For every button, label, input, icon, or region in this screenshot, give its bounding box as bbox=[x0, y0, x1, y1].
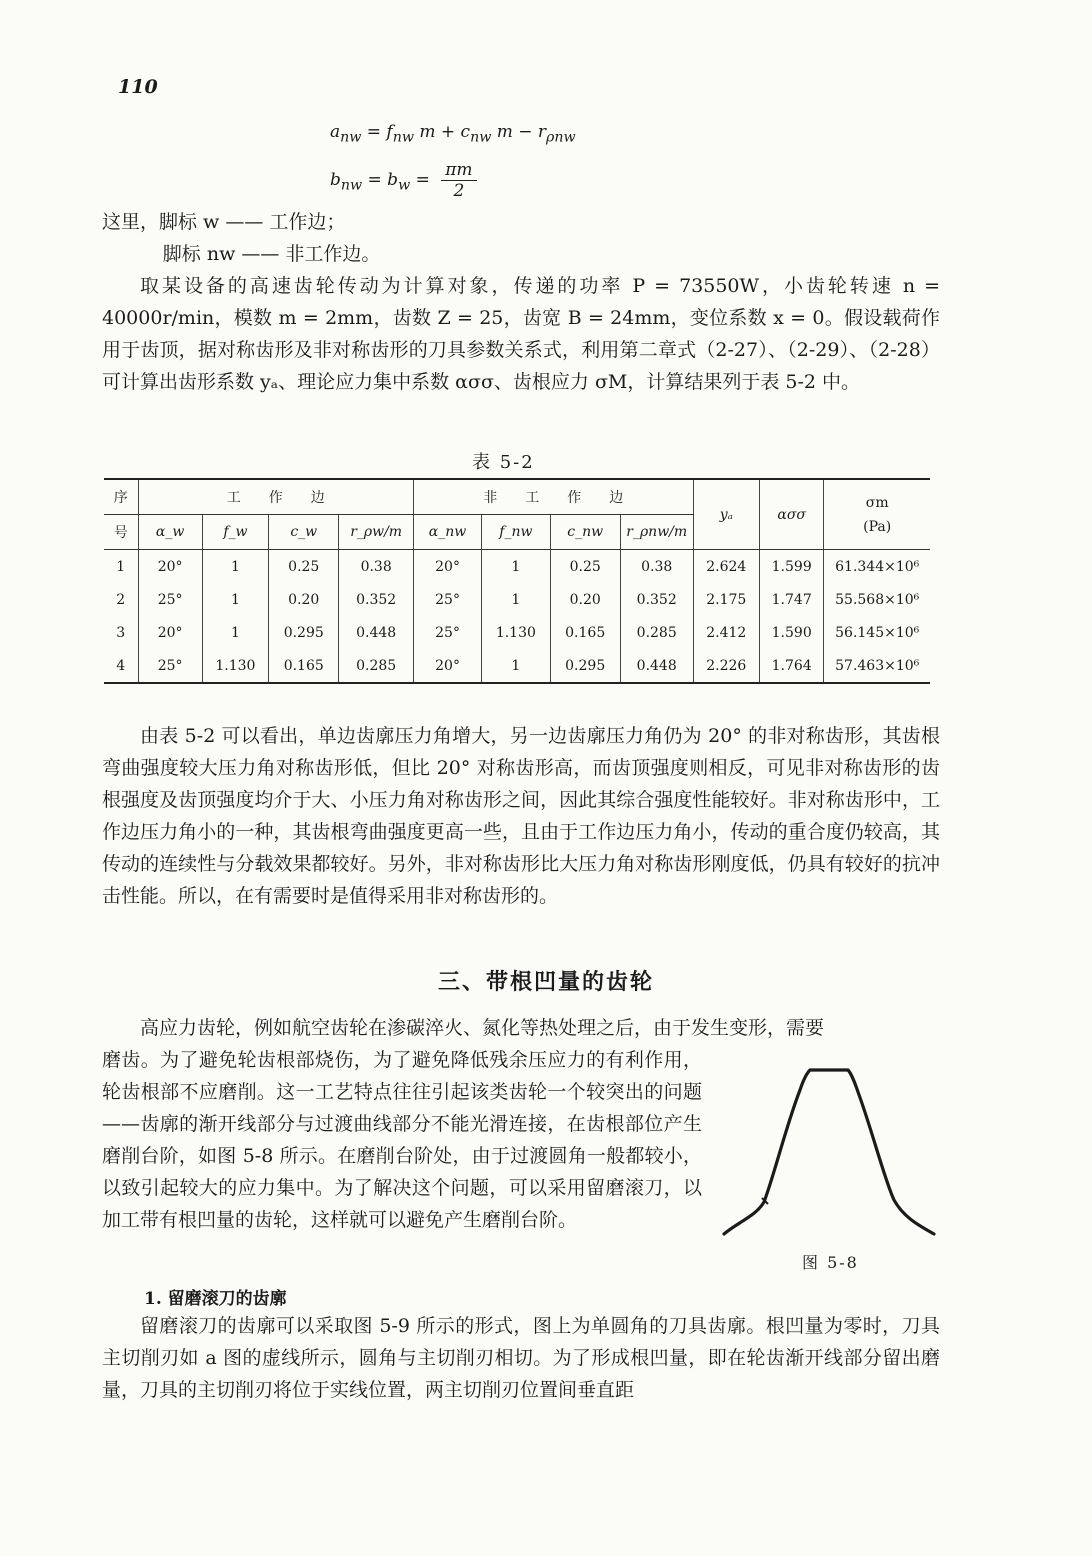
paragraph-hob-profile bbox=[102, 1310, 940, 1406]
cell-f-w: 1 bbox=[202, 616, 268, 649]
eq2-fraction bbox=[441, 160, 476, 201]
cell-f-nw: 1 bbox=[482, 583, 550, 616]
th-nonwork-side: 非 工 作 边 bbox=[413, 479, 693, 515]
th-sigma-m-symbol: σm bbox=[865, 494, 889, 511]
th-no-bottom: 号 bbox=[104, 515, 138, 550]
eq2-lhs: b bbox=[330, 170, 341, 190]
cell-alpha-w: 25° bbox=[138, 649, 202, 683]
equation-a-nw bbox=[330, 122, 576, 145]
table-caption: 表 5-2 bbox=[472, 452, 535, 473]
paragraph4-text: 留磨滚刀的齿廓可以采取图 5-9 所示的形式，图上为单圆角的刀具齿廓。根凹量为零时，刀具主切削刃如 a 图的虚线所示，圆角与主切削刃相切。为了形成根凹量，即在轮齿渐开线部分留出磨量，刀具的主切削刃将位于实线位置，两主切削刃位置间垂直距 bbox=[102, 1315, 940, 1401]
cell-c-w: 0.165 bbox=[269, 649, 339, 683]
cell-alpha-nw: 25° bbox=[413, 616, 481, 649]
cell-alpha-w: 25° bbox=[138, 583, 202, 616]
cell-c-w: 0.20 bbox=[269, 583, 339, 616]
cell-asa: 1.599 bbox=[759, 550, 823, 584]
cell-asa: 1.764 bbox=[759, 649, 823, 683]
th-r-nw: r_ρnw/m bbox=[620, 515, 693, 550]
cell-alpha-nw: 20° bbox=[413, 649, 481, 683]
cell-c-nw: 0.165 bbox=[550, 616, 620, 649]
eq2-mid: = b bbox=[367, 170, 399, 190]
eq1-rhs-mid: m + c bbox=[419, 122, 471, 142]
cell-r-w: 0.448 bbox=[339, 616, 413, 649]
table-header-row-1 bbox=[104, 479, 930, 515]
eq2-lhs-sub: nw bbox=[340, 177, 363, 194]
equation-b-nw bbox=[330, 160, 477, 201]
cell-asa: 1.590 bbox=[759, 616, 823, 649]
cell-c-nw: 0.295 bbox=[550, 649, 620, 683]
cell-r-w: 0.352 bbox=[339, 583, 413, 616]
notes-block bbox=[102, 206, 940, 270]
cell-sigma-m: 57.463×10⁶ bbox=[824, 649, 930, 683]
cell-r-nw: 0.352 bbox=[620, 583, 693, 616]
th-alpha-w: α_w bbox=[138, 515, 202, 550]
cell-c-w: 0.25 bbox=[269, 550, 339, 584]
eq2-mid-sub: w bbox=[398, 177, 411, 194]
cell-no: 2 bbox=[116, 591, 126, 608]
paragraph-root-recess-intro bbox=[102, 1012, 940, 1044]
paragraph1-text: 取某设备的高速齿轮传动为计算对象，传递的功率 P = 73550W，小齿轮转速 n = 40000r/min，模数 m = 2mm，齿数 Z = 25，齿宽 B = 24mm，变位系数 x = 0。假设载荷作用于齿顶，据对称齿形及非对称齿形的刀具参数关系式，利用第二章式（2-27）、（2-29）、（2-28）可计算出齿形系数 yₐ、理论应力集中系数 ασσ、齿根应力 σM，计算结果列于表 5-2 中。 bbox=[102, 275, 940, 393]
cell-alpha-nw: 25° bbox=[413, 583, 481, 616]
subsection-title: 1. 留磨滚刀的齿廓 bbox=[144, 1289, 287, 1309]
eq1-rhs-sub3: ρnw bbox=[546, 129, 576, 146]
th-c-nw: c_nw bbox=[550, 515, 620, 550]
cell-no: 3 bbox=[116, 624, 126, 641]
th-alpha-nw: α_nw bbox=[413, 515, 481, 550]
cell-ya: 2.412 bbox=[693, 616, 759, 649]
table-row bbox=[104, 550, 930, 584]
figure-caption: 图 5-8 bbox=[802, 1253, 859, 1272]
cell-f-w: 1 bbox=[202, 550, 268, 584]
cell-ya: 2.226 bbox=[693, 649, 759, 683]
th-work-side: 工 作 边 bbox=[138, 479, 413, 515]
table-row bbox=[104, 649, 930, 683]
cell-alpha-w: 20° bbox=[138, 550, 202, 584]
page-number: 110 bbox=[118, 76, 158, 98]
eq2-equals: = bbox=[415, 170, 430, 190]
cell-r-nw: 0.38 bbox=[620, 550, 693, 584]
th-c-w: c_w bbox=[269, 515, 339, 550]
cell-sigma-m: 61.344×10⁶ bbox=[824, 550, 930, 584]
paragraph-root-recess-body bbox=[102, 1044, 702, 1236]
table-5-2 bbox=[104, 478, 930, 684]
paragraph2-text: 由表 5-2 可以看出，单边齿廓压力角增大，另一边齿廓压力角仍为 20° 的非对称齿形，其齿根弯曲强度较大压力角对称齿形低，但比 20° 对称齿形高，而齿顶强度则相反，可见非对称齿形的齿根强度及齿顶强度均介于大、小压力角对称齿形之间，因此其综合强度性能较好。非对称齿形中，工作边压力角小的一种，其齿根弯曲强度更高一些，且由于工作边压力角小，传动的重合度仍较高，其传动的连续性与分载效果都较好。另外，非对称齿形比大压力角对称齿形刚度低，仍具有较好的抗冲击性能。所以，在有需要时是值得采用非对称齿形的。 bbox=[102, 725, 940, 907]
cell-c-nw: 0.25 bbox=[550, 550, 620, 584]
figure-5-8-tooth-profile bbox=[716, 1056, 942, 1246]
cell-no: 1 bbox=[116, 558, 126, 575]
note-nonwork-side: 脚标 nw —— 非工作边。 bbox=[162, 243, 381, 265]
eq1-rhs: = f bbox=[366, 122, 393, 142]
eq1-lhs: a bbox=[330, 122, 341, 142]
th-asa: ασσ bbox=[759, 479, 823, 550]
eq1-rhs-sub1: nw bbox=[392, 129, 414, 146]
cell-c-w: 0.295 bbox=[269, 616, 339, 649]
th-no-top: 序 bbox=[104, 479, 138, 515]
cell-f-nw: 1 bbox=[482, 550, 550, 584]
cell-asa: 1.747 bbox=[759, 583, 823, 616]
th-f-w: f_w bbox=[202, 515, 268, 550]
cell-sigma-m: 56.145×10⁶ bbox=[824, 616, 930, 649]
eq1-rhs-sub2: nw bbox=[470, 129, 492, 146]
eq2-numerator: πm bbox=[441, 160, 476, 181]
paragraph3-rest-text: 磨齿。为了避免轮齿根部烧伤，为了避免降低残余压应力的有利作用，轮齿根部不应磨削。这一工艺特点往往引起该类齿轮一个较突出的问题——齿廓的渐开线部分与过渡曲线部分不能光滑连接，在齿根部位产生磨削台阶，如图 5-8 所示。在磨削台阶处，由于过渡圆角一般都较小，以致引起较大的应力集中。为了解决这个问题，可以采用留磨滚刀，以加工带有根凹量的齿轮，这样就可以避免产生磨削台阶。 bbox=[102, 1049, 702, 1231]
eq2-denominator: 2 bbox=[453, 181, 465, 201]
eq1-rhs-end: m − r bbox=[496, 122, 547, 142]
cell-alpha-nw: 20° bbox=[413, 550, 481, 584]
th-r-w: r_ρw/m bbox=[339, 515, 413, 550]
paragraph-calc-object bbox=[102, 270, 940, 398]
th-f-nw: f_nw bbox=[482, 515, 550, 550]
note-work-side: 这里，脚标 w —— 工作边； bbox=[102, 211, 346, 233]
cell-f-nw: 1.130 bbox=[482, 616, 550, 649]
table-row bbox=[104, 616, 930, 649]
cell-sigma-m: 55.568×10⁶ bbox=[824, 583, 930, 616]
cell-r-w: 0.285 bbox=[339, 649, 413, 683]
section-title: 三、带根凹量的齿轮 bbox=[437, 969, 654, 995]
cell-f-w: 1.130 bbox=[202, 649, 268, 683]
cell-r-nw: 0.285 bbox=[620, 616, 693, 649]
cell-ya: 2.624 bbox=[693, 550, 759, 584]
cell-c-nw: 0.20 bbox=[550, 583, 620, 616]
paragraph-analysis bbox=[102, 720, 940, 912]
table-row bbox=[104, 583, 930, 616]
cell-alpha-w: 20° bbox=[138, 616, 202, 649]
tooth-profile-curve bbox=[724, 1070, 934, 1234]
cell-no: 4 bbox=[104, 649, 138, 683]
th-sigma-m-unit: (Pa) bbox=[863, 518, 892, 535]
cell-f-nw: 1 bbox=[482, 649, 550, 683]
paragraph3-first-line: 高应力齿轮，例如航空齿轮在渗碳淬火、氮化等热处理之后，由于发生变形，需要 bbox=[140, 1017, 825, 1039]
th-ya: yₐ bbox=[693, 479, 759, 550]
cell-ya: 2.175 bbox=[693, 583, 759, 616]
th-sigma-m bbox=[824, 479, 930, 550]
cell-r-nw: 0.448 bbox=[620, 649, 693, 683]
eq1-lhs-sub: nw bbox=[340, 129, 362, 146]
cell-r-w: 0.38 bbox=[339, 550, 413, 584]
cell-f-w: 1 bbox=[202, 583, 268, 616]
